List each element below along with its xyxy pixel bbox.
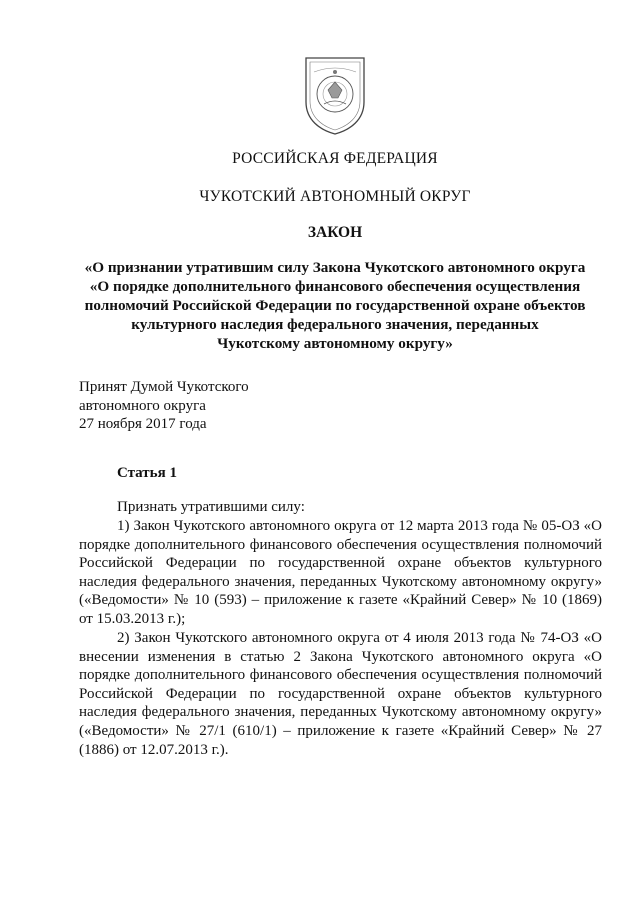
- adoption-line: Принят Думой Чукотского: [79, 379, 249, 395]
- region-heading: ЧУКОТСКИЙ АВТОНОМНЫЙ ОКРУГ: [199, 188, 471, 205]
- law-title-line: «О порядке дополнительного финансового обеспечения осуществления: [89, 278, 581, 295]
- adoption-date: 27 ноября 2017 года: [79, 416, 207, 432]
- law-title: [60, 258, 610, 353]
- law-title-line: Чукотскому автономному округу»: [217, 335, 453, 352]
- law-title-line: «О признании утратившим силу Закона Чукотского автономного округа: [84, 259, 586, 276]
- law-title-line: культурного наследия федерального значения, переданных: [131, 316, 539, 333]
- country-heading: РОССИЙСКАЯ ФЕДЕРАЦИЯ: [232, 150, 438, 167]
- document-type-heading: ЗАКОН: [307, 224, 363, 241]
- adoption-block: [79, 378, 249, 434]
- adoption-line: автономного округа: [79, 397, 206, 414]
- article-intro: Признать утратившими силу:: [117, 499, 305, 515]
- coat-of-arms-emblem: [300, 54, 370, 136]
- article-item-2: 2) Закон Чукотского автономного округа от 4 июля 2013 года № 74-ОЗ «О внесении изменения в статью 2 Закона Чукотского автономного округа «О порядке дополнительного финансового обеспечения осуществления полномочий Российской Федерации по государственной охране объектов культурного наследия федерального значения, переданных Чукотскому автономному округу» («Ведомости» № 27/1 (610/1) – приложение к газете «Крайний Север» № 27 (1886) от 12.07.2013 г.).: [79, 630, 602, 758]
- law-title-line: полномочий Российской Федерации по государственной охране объектов: [84, 297, 586, 314]
- article-item-1: 1) Закон Чукотского автономного округа от 12 марта 2013 года № 05-ОЗ «О порядке дополнительного финансового обеспечения осуществления полномочий Российской Федерации по государственной охране объектов культурного наследия федерального значения, переданных Чукотскому автономному округу» («Ведомости» № 10 (593) – приложение к газете «Крайний Север» № 10 (1869) от 15.03.2013 г.);: [79, 518, 602, 627]
- article-heading: Статья 1: [117, 465, 177, 481]
